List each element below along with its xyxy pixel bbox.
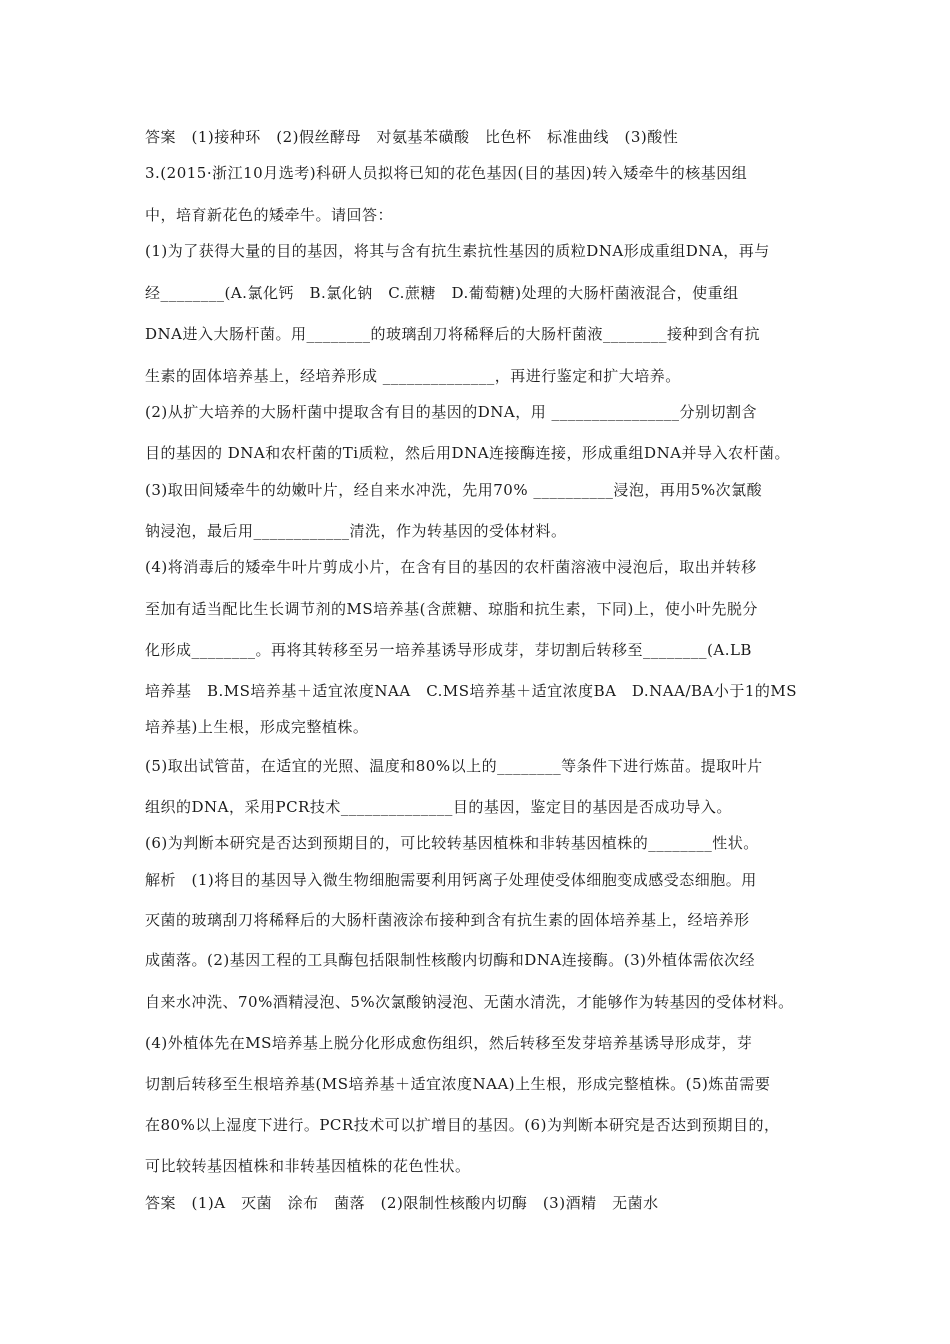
question-3-part-4-line-3: 化形成________。再将其转移至另一培养基诱导形成芽，芽切割后转移至________(A.LB bbox=[145, 641, 752, 659]
question-3-line-2: 中，培育新花色的矮牵牛。请回答： bbox=[145, 206, 394, 224]
question-3-part-4-line-4: 培养基 B.MS培养基＋适宜浓度NAA C.MS培养基＋适宜浓度BA D.NAA/BA小于1的MS bbox=[145, 682, 798, 700]
question-3-part-5-line-1: (5)取出试管苗，在适宜的光照、温度和80%以上的________等条件下进行炼苗。提取叶片 bbox=[145, 757, 763, 775]
analysis-line-6: 切割后转移至生根培养基(MS培养基＋适宜浓度NAA)上生根，形成完整植株。(5)炼苗需要 bbox=[145, 1075, 771, 1093]
question-3-part-3-line-1: (3)取田间矮牵牛的幼嫩叶片，经自来水冲洗，先用70% __________浸泡，再用5%次氯酸 bbox=[145, 481, 763, 499]
analysis-line-7: 在80%以上湿度下进行。PCR技术可以扩增目的基因。(6)为判断本研究是否达到预期目的， bbox=[145, 1116, 780, 1134]
question-3-part-2-line-1: (2)从扩大培养的大肠杆菌中提取含有目的基因的DNA，用 ________________分别切割含 bbox=[145, 403, 758, 421]
answer-line-prev: 答案 (1)接种环 (2)假丝酵母 对氨基苯磺酸 比色杯 标准曲线 (3)酸性 bbox=[145, 128, 679, 146]
question-3-part-1-line-3: DNA进入大肠杆菌。用________的玻璃刮刀将稀释后的大肠杆菌液________接种到含有抗 bbox=[145, 325, 760, 343]
question-3-part-1-line-2: 经________(A.氯化钙 B.氯化钠 C.蔗糖 D.葡萄糖)处理的大肠杆菌液混合，使重组 bbox=[145, 284, 739, 302]
analysis-line-5: (4)外植体先在MS培养基上脱分化形成愈伤组织，然后转移至发芽培养基诱导形成芽，芽 bbox=[145, 1034, 753, 1052]
question-3-part-6-line-1: (6)为判断本研究是否达到预期目的，可比较转基因植株和非转基因植株的________性状。 bbox=[145, 834, 759, 852]
question-3-part-1-line-1: (1)为了获得大量的目的基因，将其与含有抗生素抗性基因的质粒DNA形成重组DNA，再与 bbox=[145, 242, 770, 260]
analysis-line-8: 可比较转基因植株和非转基因植株的花色性状。 bbox=[145, 1157, 471, 1175]
question-3-part-4-line-1: (4)将消毒后的矮牵牛叶片剪成小片，在含有目的基因的农杆菌溶液中浸泡后，取出并转移 bbox=[145, 558, 757, 576]
analysis-line-1: 解析 (1)将目的基因导入微生物细胞需要利用钙离子处理使受体细胞变成感受态细胞。用 bbox=[145, 871, 757, 889]
question-3-part-5-line-2: 组织的DNA，采用PCR技术______________目的基因，鉴定目的基因是否成功导入。 bbox=[145, 798, 732, 816]
question-3-part-4-line-5: 培养基)上生根，形成完整植株。 bbox=[145, 718, 369, 736]
analysis-line-4: 自来水冲洗、70%酒精浸泡、5%次氯酸钠浸泡、无菌水清洗，才能够作为转基因的受体材料。 bbox=[145, 993, 794, 1011]
analysis-line-2: 灭菌的玻璃刮刀将稀释后的大肠杆菌液涂布接种到含有抗生素的固体培养基上，经培养形 bbox=[145, 911, 750, 929]
question-3-part-4-line-2: 至加有适当配比生长调节剂的MS培养基(含蔗糖、琼脂和抗生素，下同)上，使小叶先脱分 bbox=[145, 600, 758, 618]
question-3-part-1-line-4: 生素的固体培养基上，经培养形成 ______________，再进行鉴定和扩大培养。 bbox=[145, 367, 681, 385]
analysis-line-3: 成菌落。(2)基因工程的工具酶包括限制性核酸内切酶和DNA连接酶。(3)外植体需依次经 bbox=[145, 951, 755, 969]
question-3-part-3-line-2: 钠浸泡，最后用____________清洗，作为转基因的受体材料。 bbox=[145, 522, 567, 540]
question-3-part-2-line-2: 目的基因的 DNA和农杆菌的Ti质粒，然后用DNA连接酶连接，形成重组DNA并导入农杆菌。 bbox=[145, 444, 791, 462]
answer-line: 答案 (1)A 灭菌 涂布 菌落 (2)限制性核酸内切酶 (3)酒精 无菌水 bbox=[145, 1194, 659, 1212]
question-3-line-1: 3.(2015·浙江10月选考)科研人员拟将已知的花色基因(目的基因)转入矮牵牛的核基因组 bbox=[145, 164, 748, 182]
